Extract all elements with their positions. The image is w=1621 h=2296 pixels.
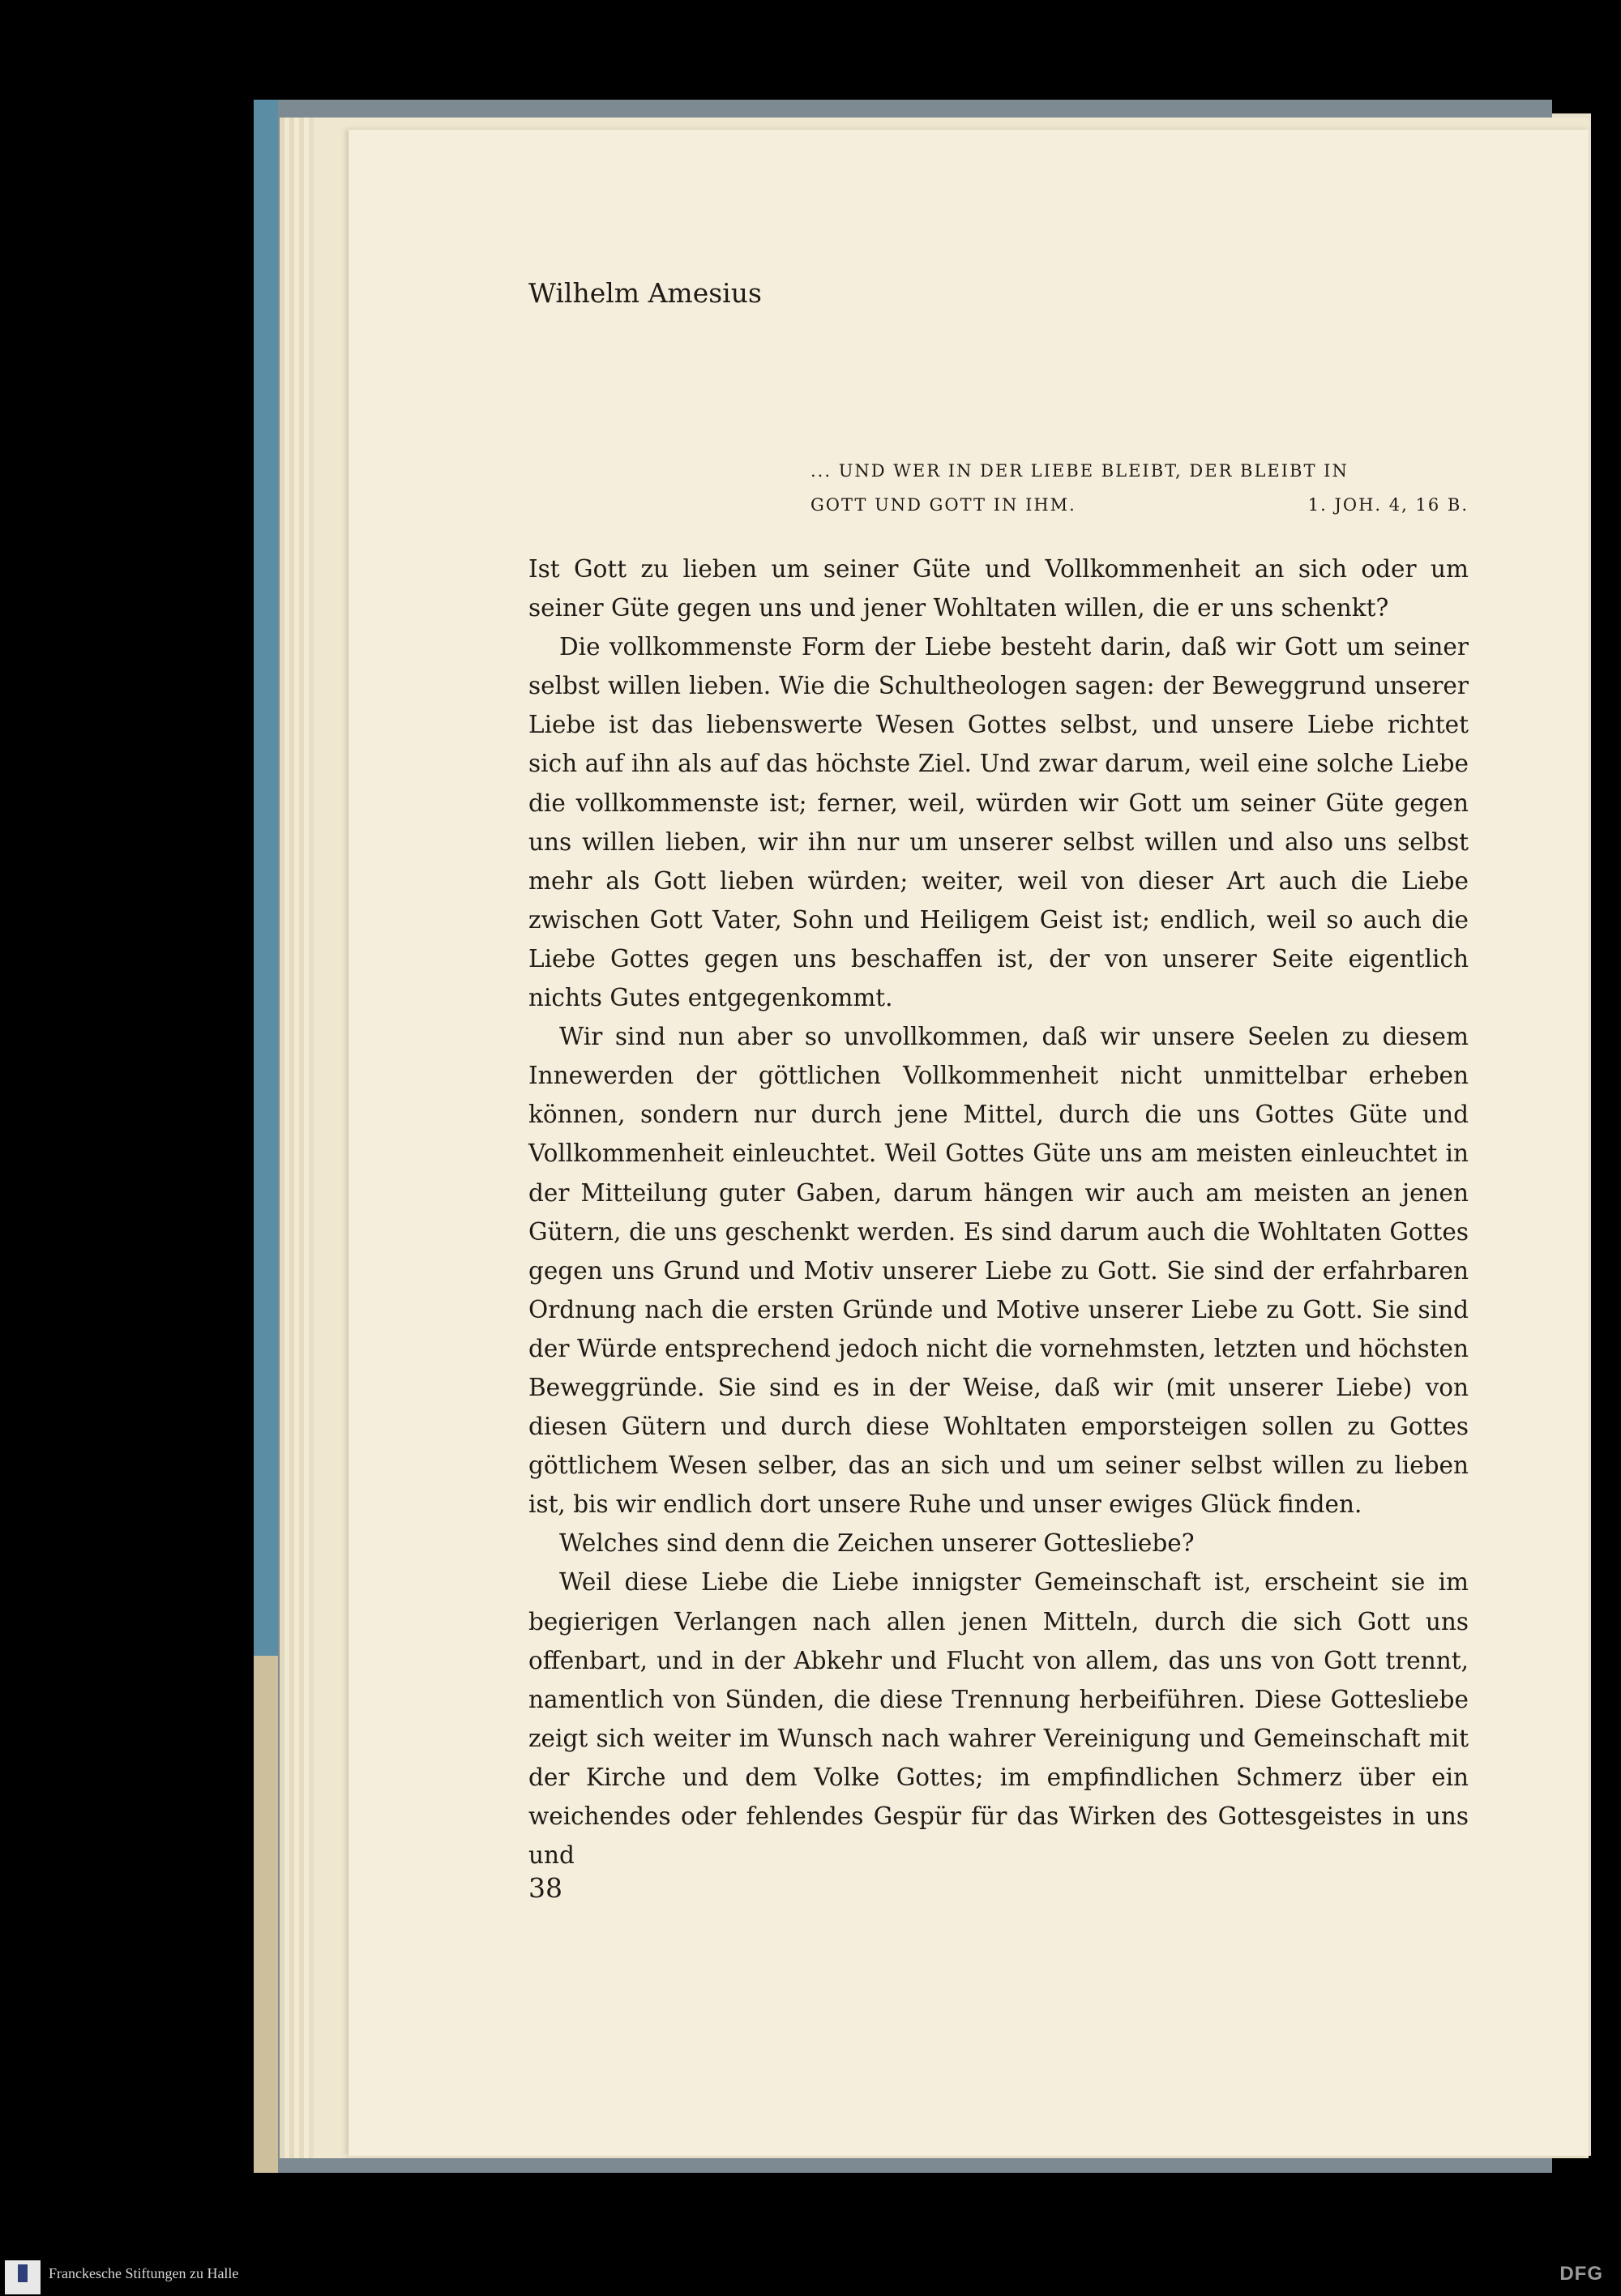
dfg-logo: DFG bbox=[1559, 2263, 1603, 2285]
book-cover-spine-lower bbox=[254, 1656, 278, 2173]
viewer-footer bbox=[0, 2257, 1621, 2296]
institution-logo-mark bbox=[18, 2264, 28, 2282]
epigraph bbox=[810, 454, 1469, 522]
paragraph-1: Ist Gott zu lieben um seiner Güte und Vollkommenheit an sich oder um seiner Güte gegen uns und jener Wohltaten willen, die er uns schenkt? bbox=[528, 555, 1469, 622]
epigraph-line-1 bbox=[810, 454, 1469, 488]
paragraph-3: Wir sind nun aber so unvollkommen, daß wir unsere Seelen zu diesem Innewerden der göttlichen Vollkommenheit nicht unmittelbar erheben können, sondern nur durch jene Mittel, durch die uns Gottes Güte und Vollkommenheit einleuchtet. Weil Gottes Güte uns am meisten einleuchtet in der Mitteilung guter Gaben, darum hängen wir auch am meisten an jenen Gütern, die uns geschenkt werden. Es sind darum auch die Wohltaten Gottes gegen uns Grund und Motiv unserer Liebe zu Gott. Sie sind der erfahrbaren Ordnung nach die ersten Gründe und Motive unserer Liebe zu Gott. Sie sind der Würde entsprechend jedoch nicht die vornehmsten, letzten und höchsten Beweggründe. Sie sind es in der Weise, daß wir (mit unserer Liebe) von diesen Gütern und durch diese Wohltaten emporsteigen sollen zu Gottes göttlichem Wesen selber, das an sich und um seiner selbst willen zu lieben ist, bis wir endlich dort unsere Ruhe und unser ewiges Glück finden. bbox=[528, 1023, 1469, 1519]
epigraph-text-2: GOTT UND GOTT IN IHM. bbox=[810, 495, 1076, 515]
page-number: 38 bbox=[528, 1872, 562, 1904]
body-text bbox=[528, 549, 1469, 1875]
epigraph-reference: 1. JOH. 4, 16 B. bbox=[1307, 495, 1469, 515]
running-header-author: Wilhelm Amesius bbox=[528, 277, 762, 309]
epigraph-line-2 bbox=[810, 488, 1469, 522]
paragraph-5: Weil diese Liebe die Liebe innigster Gemeinschaft ist, erscheint sie im begierigen Verlangen nach allen jenen Mitteln, durch die sich Gott uns offenbart, und in der Abkehr und Flucht von allem, das uns von Gott trennt, namentlich von Sünden, die diese Trennung herbeiführen. Diese Gottesliebe zeigt sich weiter im Wunsch nach wahrer Vereinigung und Gemeinschaft mit der Kirche und dem Volke Gottes; im empfindlichen Schmerz über ein weichendes oder fehlendes Gespür für das Wirken des Gottesgeistes in uns und bbox=[528, 1568, 1469, 1870]
book-cover-spine bbox=[254, 100, 278, 1656]
institution-name[interactable]: Franckesche Stiftungen zu Halle bbox=[49, 2265, 239, 2281]
paragraph-2: Die vollkommenste Form der Liebe besteht darin, daß wir Gott um seiner selbst willen lieben. Wie die Schultheologen sagen: der Beweggrund unserer Liebe ist das liebenswerte Wesen Gottes selbst, und unsere Liebe richtet sich auf ihn als auf das höchste Ziel. Und zwar darum, weil eine solche Liebe die vollkommenste ist; ferner, weil, würden wir Gott um seiner Güte gegen uns willen lieben, wir ihn nur um unserer selbst willen und also uns selbst mehr als Gott lieben würden; weiter, weil von dieser Art auch die Liebe zwischen Gott Vater, Sohn und Heiligem Geist ist; endlich, weil so auch die Liebe Gottes gegen uns beschaffen ist, der von unserer Seite eigentlich nichts Gutes entgegenkommt. bbox=[528, 633, 1469, 1012]
epigraph-text-1: ... UND WER IN DER LIEBE BLEIBT, DER BLEIBT IN bbox=[810, 461, 1349, 481]
paragraph-4: Welches sind denn die Zeichen unserer Gottesliebe? bbox=[559, 1529, 1195, 1558]
